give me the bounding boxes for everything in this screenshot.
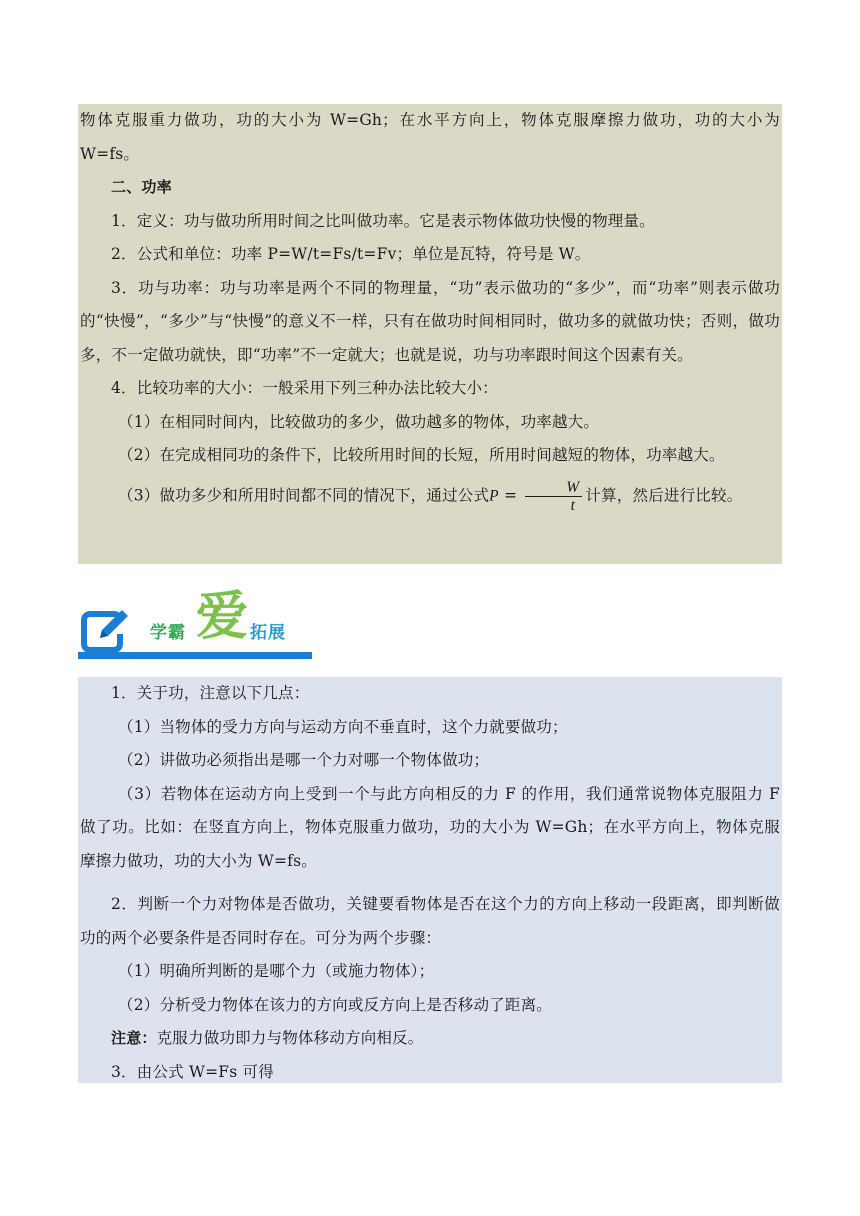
ext-n3: 3．由公式 W=Fs 可得 xyxy=(111,1062,274,1081)
method-1: （1）在相同时间内，比较做功的多少，做功越多的物体，功率越大。 xyxy=(118,412,600,431)
banner-big-char: 爱 xyxy=(196,587,249,647)
formula-p: P xyxy=(489,487,499,504)
summary-box xyxy=(78,104,782,564)
power-formula: 2．公式和单位：功率 P=W/t=Fs/t=Fv；单位是瓦特，符号是 W。 xyxy=(111,245,591,263)
pencil-edit-icon xyxy=(80,606,130,656)
fraction-numerator: W xyxy=(525,479,582,497)
ext-n1b: （2）讲做功必须指出是哪一个力对哪一个物体做功； xyxy=(118,751,490,769)
note-text: 克服力做功即力与物体移动方向相反。 xyxy=(156,1029,424,1047)
section-title: 二、功率 xyxy=(111,178,172,196)
formula-eq: = xyxy=(498,486,523,504)
note-label: 注意： xyxy=(111,1029,157,1047)
banner-text-1: 学霸 xyxy=(150,623,186,643)
fraction-denominator: t xyxy=(570,496,576,514)
ext-n1a: （1）当物体的受力方向与运动方向不垂直时，这个力就要做功； xyxy=(118,717,568,736)
extension-box xyxy=(78,677,782,1083)
extension-banner xyxy=(78,587,312,662)
ext-n2: 2．判断一个力对物体是否做功，关键要看物体是否在这个力的方向上移动一段距离，即判断做功的两个必要条件是否同时存在。可分为两个步骤： xyxy=(80,895,780,947)
work-vs-power: 3．功与功率：功与功率是两个不同的物理量，“功”表示做功的“多少”，而“功率”则表示做功的“快慢”，“多少”与“快慢”的意义不一样，只有在做功时间相同时，做功多的就做功快；否则，做功多，不一定做功就快，即“功率”不一定就大；也就是说，功与功率跟时间这个因素有关。 xyxy=(80,278,780,364)
method-3 xyxy=(80,479,780,514)
banner-underline xyxy=(78,652,312,659)
compare-power: 4．比较功率的大小：一般采用下列三种办法比较大小： xyxy=(111,379,498,397)
summary-p1: 物体克服重力做功，功的大小为 W=Gh；在水平方向上，物体克服摩擦力做功，功的大小为 W=fs。 xyxy=(80,111,780,163)
ext-n1c: （3）若物体在运动方向上受到一个与此方向相反的力 F 的作用，我们通常说物体克服阻力 F 做了功。比如：在竖直方向上，物体克服重力做功，功的大小为 W=Gh；在水平方向上，物体克服摩擦力做功，功的大小为 W=fs。 xyxy=(80,784,780,870)
method-3-tail: 计算，然后进行比较。 xyxy=(585,486,743,504)
ext-n1: 1．关于功，注意以下几点： xyxy=(111,684,310,702)
ext-n2b: （2）分析受力物体在该力的方向或反方向上是否移动了距离。 xyxy=(118,995,552,1014)
method-2: （2）在完成相同功的条件下，比较所用时间的长短，所用时间越短的物体，功率越大。 xyxy=(118,446,725,464)
ext-note xyxy=(80,1022,780,1056)
formula-fraction xyxy=(525,479,582,514)
method-3-text: （3）做功多少和所用时间都不同的情况下，通过公式 xyxy=(118,486,490,504)
banner-text-2: 拓展 xyxy=(250,623,286,643)
ext-n2a: （1）明确所判断的是哪个力（或施力物体）； xyxy=(118,962,435,980)
power-definition: 1．定义：功与做功所用时间之比叫做功率。它是表示物体做功快慢的物理量。 xyxy=(111,211,655,230)
